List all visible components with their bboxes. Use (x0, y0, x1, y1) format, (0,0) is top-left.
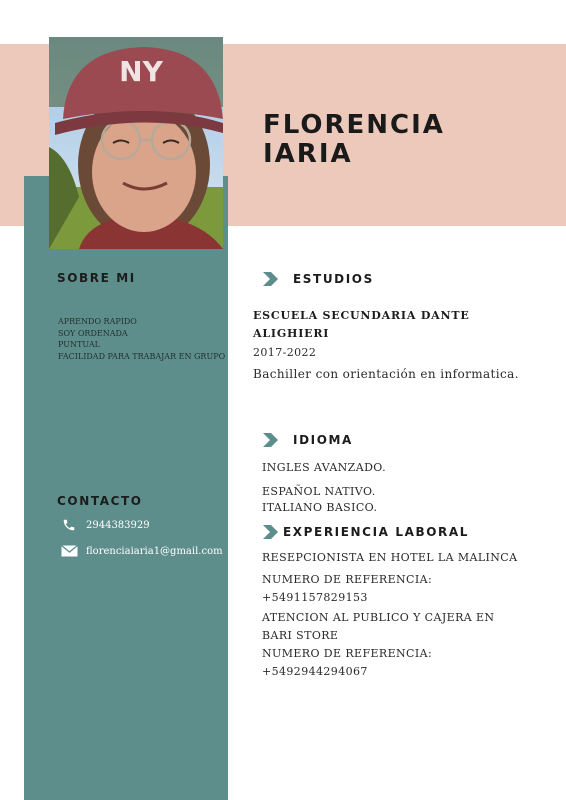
language-item: ITALIANO BASICO. (262, 501, 378, 514)
experience-line: BARI STORE (262, 629, 339, 642)
languages-title: IDIOMA (293, 433, 353, 447)
about-list (58, 316, 225, 362)
contact-title: CONTACTO (57, 494, 143, 508)
chevron-right-icon (263, 272, 281, 286)
first-name: FLORENCIA (263, 110, 445, 140)
experience-line: ATENCION AL PUBLICO Y CAJERA EN (262, 611, 495, 624)
language-item: ESPAÑOL NATIVO. (262, 485, 376, 498)
svg-text:NY: NY (119, 55, 163, 88)
profile-name (263, 111, 445, 169)
about-item: SOY ORDENADA (58, 328, 128, 338)
study-degree: Bachiller con orientación en informatica. (253, 367, 519, 381)
contact-email-row[interactable] (60, 544, 223, 558)
contact-phone-row[interactable] (60, 518, 150, 532)
school-line: ESCUELA SECUNDARIA DANTE (253, 309, 470, 322)
about-item: FACILIDAD PARA TRABAJAR EN GRUPO (58, 351, 226, 361)
chevron-right-icon (263, 433, 281, 447)
about-item: APRENDO RAPIDO (58, 317, 137, 326)
phone-number: 2944383929 (86, 519, 150, 531)
language-item: INGLES AVANZADO. (262, 461, 386, 474)
email-address: florenciaiaria1@gmail.com (86, 545, 223, 557)
experience-heading (263, 525, 469, 539)
profile-photo (49, 37, 223, 249)
school-line: ALIGHIERI (253, 327, 330, 340)
experience-line: NUMERO DE REFERENCIA: (262, 647, 433, 660)
studies-title: ESTUDIOS (293, 272, 374, 286)
experience-line: +5492944294067 (262, 665, 368, 678)
school-name (253, 307, 493, 343)
phone-icon (60, 518, 78, 532)
languages-heading (263, 433, 353, 447)
chevron-right-icon (263, 525, 281, 539)
last-name: IARIA (263, 139, 353, 169)
about-title: SOBRE MI (57, 271, 136, 285)
envelope-icon (60, 544, 78, 558)
experience-line: NUMERO DE REFERENCIA: (262, 573, 433, 586)
experience-line: RESEPCIONISTA EN HOTEL LA MALINCA (262, 551, 518, 564)
sidebar-panel (24, 176, 228, 800)
about-item: PUNTUAL (58, 340, 100, 349)
experience-line: +5491157829153 (262, 591, 368, 604)
study-years: 2017-2022 (253, 346, 317, 359)
studies-heading (263, 272, 374, 286)
experience-title: EXPERIENCIA LABORAL (283, 525, 469, 539)
